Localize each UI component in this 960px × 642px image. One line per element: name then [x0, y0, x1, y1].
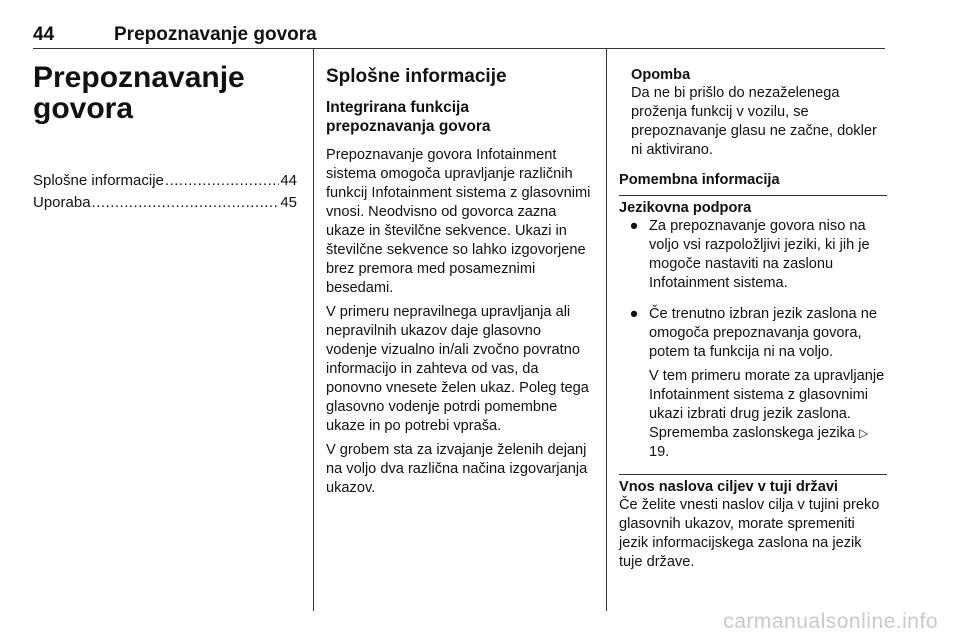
toc-leader — [165, 170, 279, 192]
column-toc — [33, 62, 297, 214]
note-box — [631, 66, 887, 160]
page-header — [33, 14, 885, 46]
list-item-text: Za prepoznavanje govora niso na voljo vsi razpoložljivi jeziki, ki jih je mogoče nastaviti na zaslonu Infotainment sistema. — [649, 218, 870, 291]
list-item — [619, 305, 887, 467]
paragraph: Če želite vnesti naslov cilja v tujini preko glasovnih ukazov, morate spremeniti jezik informacijskega zaslona na jezik tuje države. — [619, 497, 880, 570]
section-heading: Splošne informacije — [326, 66, 507, 87]
watermark: carmanualsonline.info — [723, 610, 938, 633]
paragraph: Prepoznavanje govora Infotainment sistema omogoča upravljanje različnih funkcij Infotainment sistema z glasovnimi vnosi. Neodvisno od govorca zazna ukaze in številčne sekvence. Ukazi in številčne sekvence so lahko izgovorjene brez premora med posameznimi besedami. — [326, 147, 591, 296]
section-rule — [619, 195, 887, 196]
note-title: Opomba — [631, 67, 691, 83]
toc-page: 44 — [280, 172, 297, 189]
toc-label: Splošne informacije — [33, 172, 164, 189]
bullet-icon: ● — [629, 218, 639, 234]
crossref-page[interactable]: 19. — [649, 444, 670, 460]
column-general-info — [326, 66, 594, 503]
foreign-address-heading: Vnos naslova ciljev v tuji državi — [619, 479, 838, 495]
paragraph: V primeru nepravilnega upravljanja ali nepravilnih ukazov daje glasovno vodenje vizualno in/ali zvočno povratno informacijo in zahteva od vas, da ponovno vnesete želen ukaz. Poleg tega glasovno vodenje potrdi pomembne ukaze in po potrebi vpraša. — [326, 304, 589, 434]
note-text: Da ne bi prišlo do nezaželenega proženja funkcij v vozilu, se prepoznavanje glasu ne začne, dokler ni aktivirano. — [631, 85, 877, 158]
running-title: Prepoznavanje govora — [114, 24, 317, 45]
subsection-heading-line2: prepoznavanja govora — [326, 118, 491, 135]
page-number: 44 — [33, 24, 55, 45]
header-rule — [33, 48, 885, 49]
toc-leader — [92, 192, 280, 214]
list-item — [619, 217, 887, 298]
language-support-heading: Jezikovna podpora — [619, 200, 752, 216]
section-rule — [619, 474, 887, 475]
subsection-heading-line1: Integrirana funkcija — [326, 99, 469, 116]
toc-entry-general[interactable] — [33, 170, 297, 192]
chapter-title-line1: Prepoznavanje — [33, 61, 245, 94]
crossref-arrow-icon: ▷ — [859, 426, 869, 440]
list-item-text: Če trenutno izbran jezik zaslona ne omogoča prepoznavanja govora, potem ta funkcija ni na voljo. — [649, 306, 877, 360]
chapter-title — [33, 62, 297, 124]
toc-entry-usage[interactable] — [33, 192, 297, 214]
subsection-heading — [326, 98, 594, 136]
toc-page: 45 — [280, 194, 297, 211]
column-notes — [619, 66, 887, 577]
toc-label: Uporaba — [33, 194, 91, 211]
column-divider-2 — [606, 49, 607, 611]
column-divider-1 — [313, 49, 314, 611]
chapter-title-line2: govora — [33, 92, 134, 125]
important-info-heading: Pomembna informacija — [619, 172, 780, 188]
paragraph: V grobem sta za izvajanje želenih dejanj na voljo dva različna načina izgovarjanja ukazov. — [326, 442, 588, 496]
list-item-text-with-ref — [649, 367, 887, 462]
list-item-text: V tem primeru morate za upravljanje Infotainment sistema z glasovnimi ukazi izbrati drug jezik zaslona. Sprememba zaslonskega jezika — [649, 368, 885, 441]
bullet-icon: ● — [629, 306, 639, 322]
